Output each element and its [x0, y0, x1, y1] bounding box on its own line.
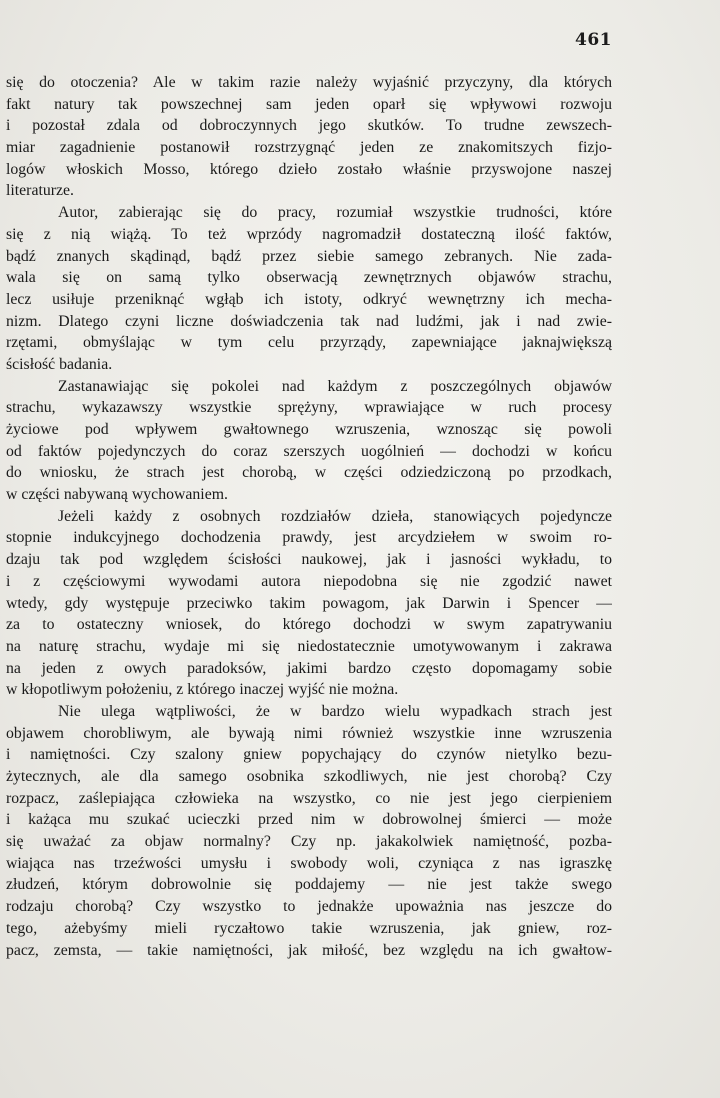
- text-line: wtedy, gdy występuje przeciwko takim powagom, jak Darwin i Spencer —: [6, 594, 612, 612]
- text-line: i pozostał zdala od dobroczynnych jego skutków. To trudne zewszech-: [6, 117, 612, 135]
- text-line: rodzaju chorobą? Czy wszystko to jednakże upoważnia nas jeszcze do: [6, 898, 612, 916]
- text-line: się uważać za objaw normalny? Czy np. jakakolwiek namiętność, pozba-: [6, 833, 612, 851]
- text-line: wiająca nas trzeźwości umysłu i swobody woli, czyniąca z nas igraszkę: [6, 854, 612, 872]
- text-line: dzaju tak pod względem ścisłości naukowej, jak i jasności wykładu, to: [6, 551, 612, 569]
- text-line: rzętami, obmyślając w tym celu przyrządy, zapewniające jaknajwiększą: [6, 334, 612, 352]
- text-line: i z częściowymi wywodami autora niepodobna się nie zgodzić nawet: [6, 572, 612, 590]
- text-line: stopnie indukcyjnego dochodzenia prawdy, jest arcydziełem w swoim ro-: [6, 529, 612, 547]
- text-line: literaturze.: [6, 182, 74, 200]
- paragraph: [6, 376, 612, 506]
- text-line: życiowe pod wpływem gwałtownego wzruszenia, wznosząc się powoli: [6, 421, 612, 438]
- text-line: się do otoczenia? Ale w takim razie należy wyjaśnić przyczyny, dla których: [6, 74, 612, 91]
- text-line: tego, ażebyśmy mieli ryczałtowo takie wzruszenia, jak gniew, roz-: [6, 919, 612, 937]
- text-line: do wniosku, że strach jest chorobą, w części odziedziczoną po przodkach,: [6, 464, 612, 482]
- text-line: na jeden z owych paradoksów, jakimi bardzo często dopomagamy sobie: [6, 659, 612, 677]
- text-line: Jeżeli każdy z osobnych rozdziałów dzieła, stanowiących pojedyncze: [58, 507, 612, 525]
- text-line: objawem chorobliwym, ale bywają nimi również wszystkie inne wzruszenia: [6, 724, 612, 742]
- text-line: się z nią wiążą. To też wprzódy nagromadził dostateczną ilość faktów,: [6, 225, 612, 243]
- text-line: strachu, wykazawszy wszystkie sprężyny, wprawiające w ruch procesy: [6, 399, 612, 417]
- paragraph: [6, 202, 612, 376]
- text-line: na naturę strachu, wydaje mi się niedostatecznie umotywowanym i zakrawa: [6, 637, 612, 655]
- page-text: [6, 72, 612, 961]
- text-line: złudzeń, którym dobrowolnie się poddajemy — nie jest także swego: [6, 876, 612, 894]
- text-line: logów włoskich Mosso, którego dzieło zostało właśnie przyswojone naszej: [6, 160, 612, 178]
- text-line: nizm. Dlatego czyni liczne doświadczenia tak nad ludźmi, jak i nad zwie-: [6, 312, 612, 330]
- paragraph: [6, 72, 612, 202]
- text-line: rozpacz, zaślepiająca człowieka na wszystko, co nie jest jego cierpieniem: [6, 789, 612, 807]
- text-line: bądź znanych skądinąd, bądź przez siebie samego zebranych. Nie zada-: [6, 247, 612, 265]
- text-line: w części nabywaną wychowaniem.: [6, 486, 228, 504]
- text-line: i każąca mu szukać ucieczki przed nim w dobrowolnej śmierci — może: [6, 811, 612, 829]
- text-line: Zastanawiając się pokolei nad każdym z poszczególnych objawów: [58, 377, 612, 395]
- text-line: Autor, zabierając się do pracy, rozumiał wszystkie trudności, które: [58, 204, 612, 222]
- text-line: pacz, zemsta, — takie namiętności, jak miłość, bez względu na ich gwałtow-: [6, 941, 612, 959]
- paragraph: [6, 506, 612, 701]
- text-line: i namiętności. Czy szalony gniew popychający do czynów nietylko bezu-: [6, 746, 612, 764]
- text-line: od faktów pojedynczych do coraz szerszych uogólnień — dochodzi w końcu: [6, 442, 612, 460]
- paragraph: [6, 701, 612, 961]
- text-line: ścisłość badania.: [6, 355, 113, 373]
- text-line: wala się on samą tylko obserwacją zewnętrznych objawów strachu,: [6, 269, 612, 287]
- text-line: za to ostateczny wniosek, do którego dochodzi w swym zapatrywaniu: [6, 616, 612, 634]
- text-line: miar zagadnienie postanowił rozstrzygnąć jeden ze znakomitszych fizjo-: [6, 139, 612, 157]
- text-line: w kłopotliwym położeniu, z którego inaczej wyjść nie można.: [6, 681, 399, 699]
- text-line: lecz usiłuje przeniknąć wgłąb ich istoty, odkryć wewnętrzny ich mecha-: [6, 290, 612, 308]
- text-line: fakt natury tak powszechnej sam jeden oparł się wpływowi rozwoju: [6, 95, 612, 113]
- text-line: żytecznych, ale dla samego osobnika szkodliwych, nie jest chorobą? Czy: [6, 768, 612, 785]
- text-line: Nie ulega wątpliwości, że w bardzo wielu wypadkach strach jest: [58, 702, 612, 720]
- page-number: 461: [575, 30, 612, 50]
